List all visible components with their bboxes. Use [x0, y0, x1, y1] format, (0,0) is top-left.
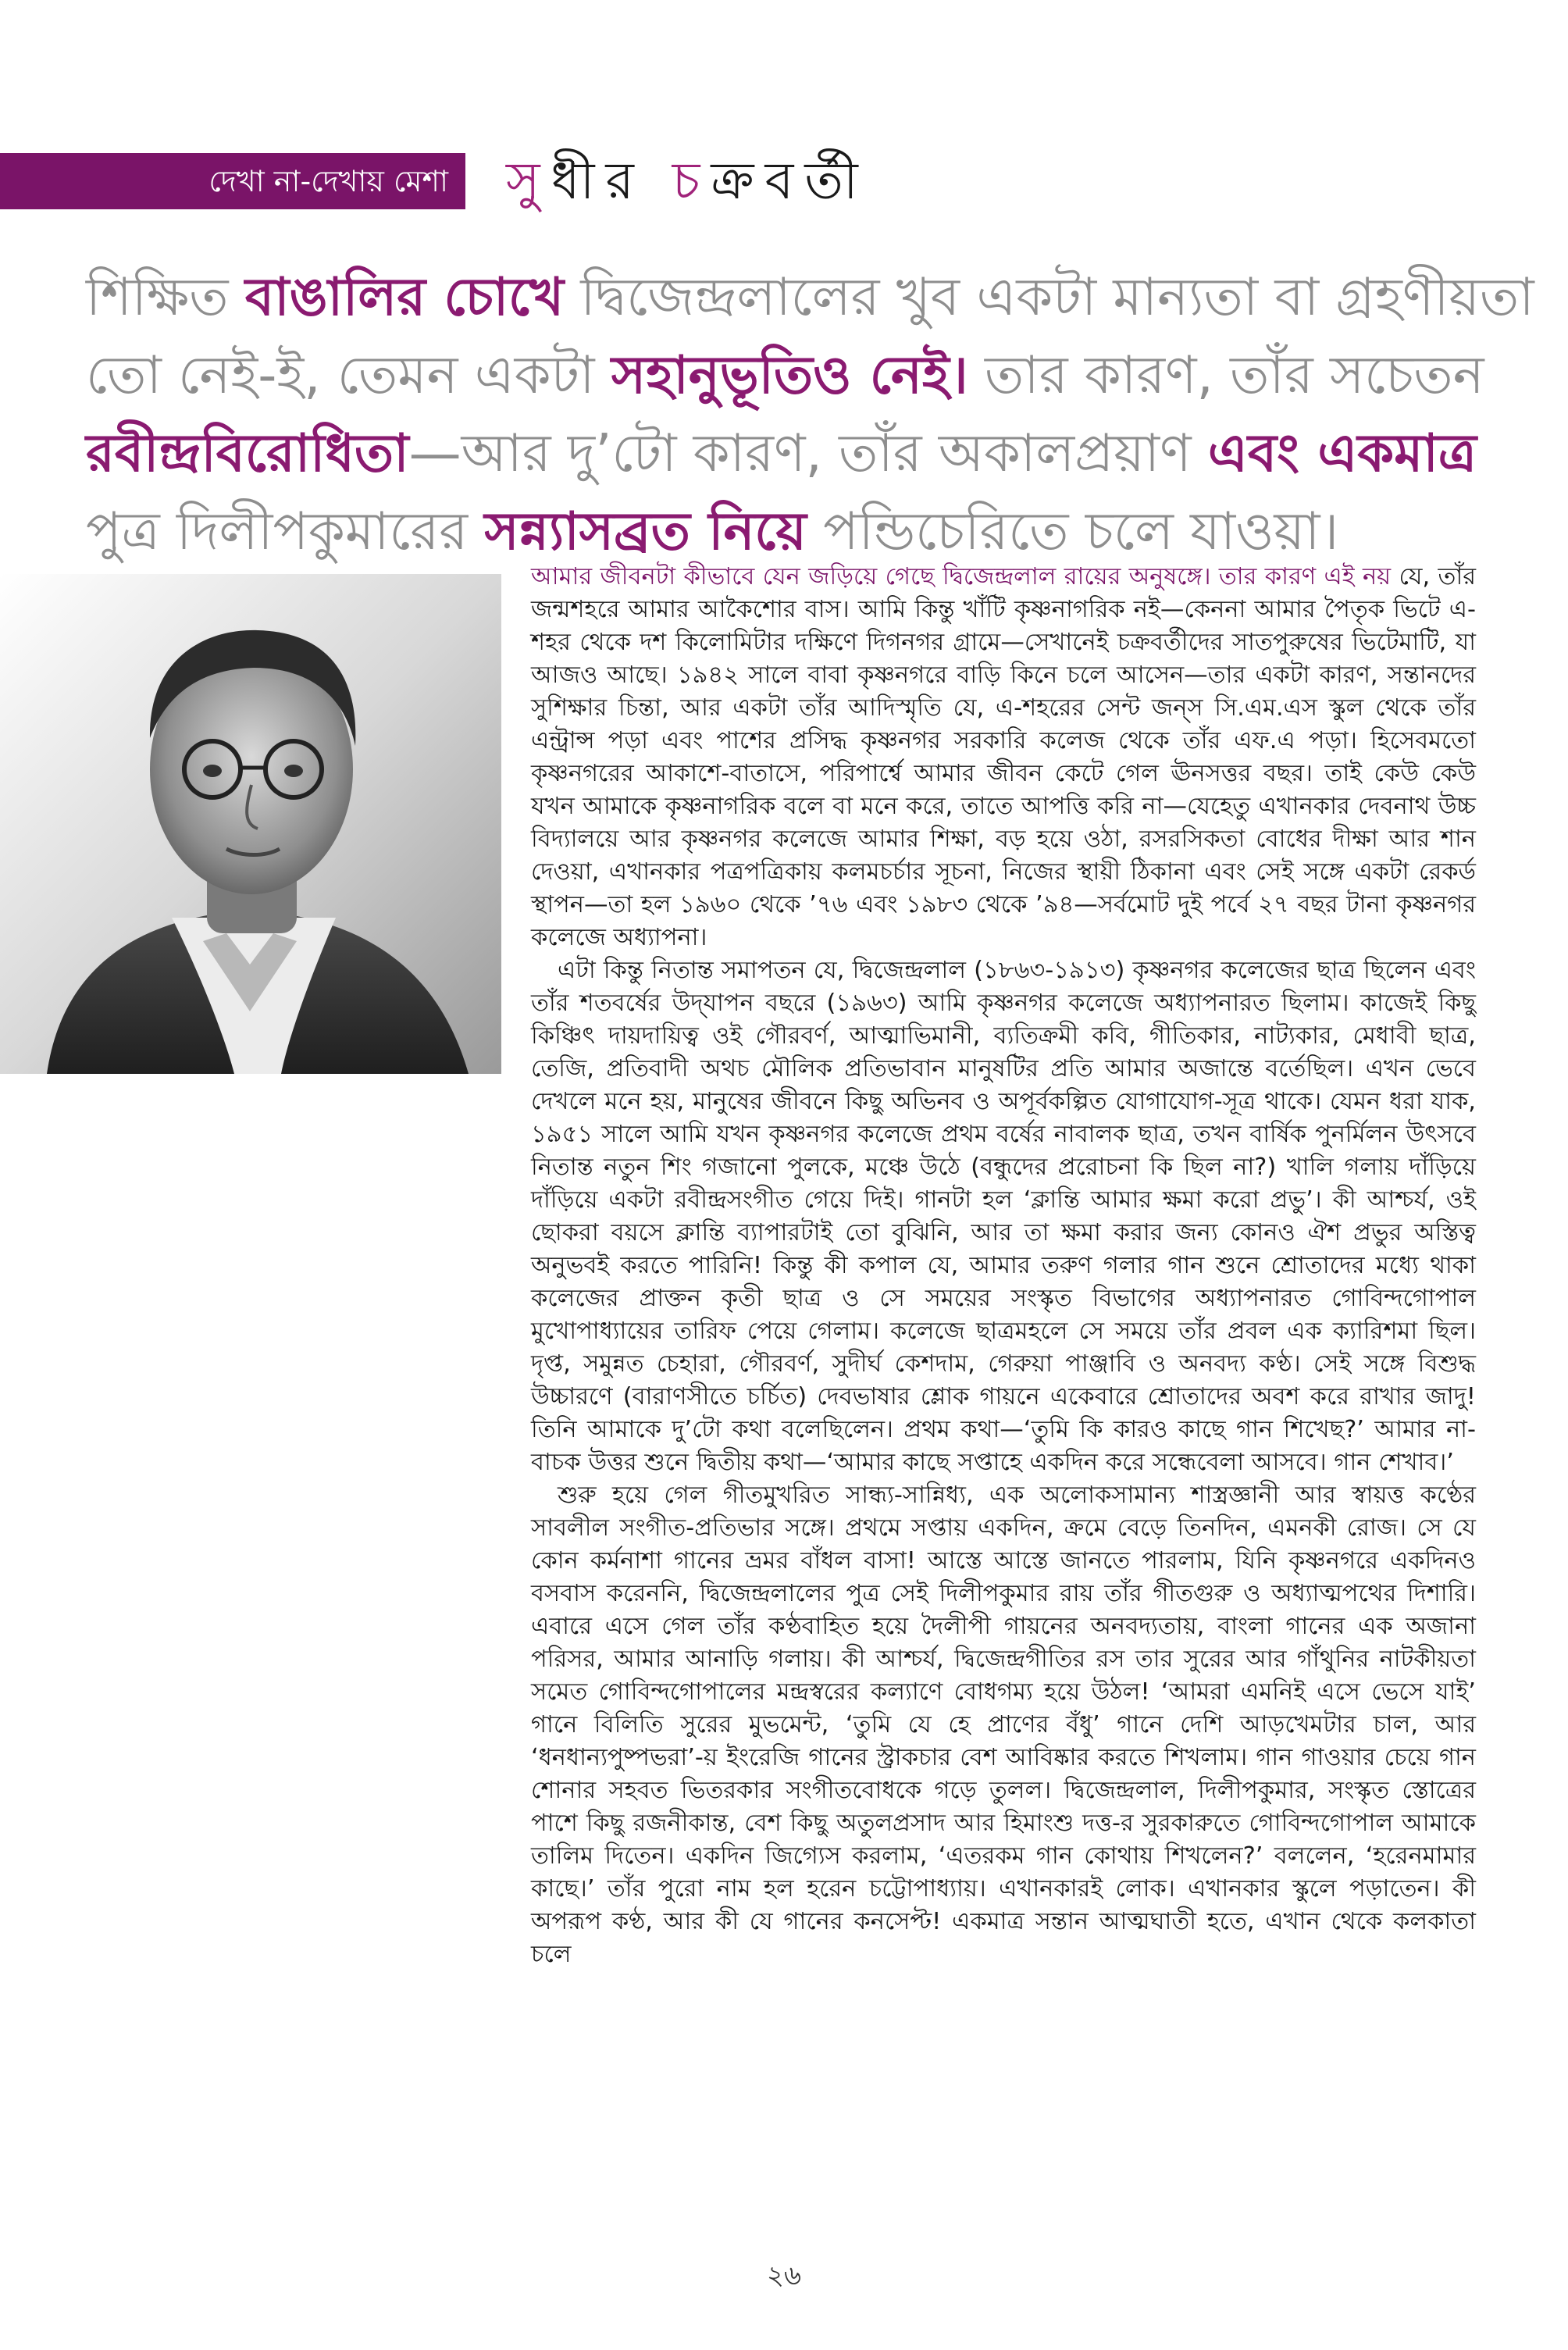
- byline-accent-2: চ: [672, 151, 711, 211]
- paragraph-text: যে, তাঁর জন্মশহরে আমার আকৈশোর বাস। আমি কিন্তু খাঁটি কৃষ্ণনাগরিক নই—কেননা আমার পৈতৃক ভিটে এ-শহর থেকে দশ কিলোমিটার দক্ষিণে দিগনগর গ্রামে—সেখানেই চক্রবর্তীদের সাতপুরুষের ভিটেমাটি, যা আজও আছে। ১৯৪২ সালে বাবা কৃষ্ণনগরে বাড়ি কিনে চলে আসেন—তার একটা কারণ, সন্তানদের সুশিক্ষার চিন্তা, আর একটা তাঁর আদিস্মৃতি যে, এ-শহরের সেন্ট জন্‌স সি.এম.এস স্কুল থেকে তাঁর এন্ট্রান্স পড়া এবং পাশের প্রসিদ্ধ কৃষ্ণনগর সরকারি কলেজ থেকে তাঁর এফ.এ পড়া। হিসেবমতো কৃষ্ণনগরের আকাশে-বাতাসে, পরিপার্শ্বে আমার জীবন কেটে গেল ঊনসত্তর বছর। তাই কেউ কেউ যখন আমাকে কৃষ্ণনাগরিক বলে বা মনে করে, তাতে আপত্তি করি না—যেহেতু এখানকার দেবনাথ উচ্চ বিদ্যালয়ে আর কৃষ্ণনগর কলেজে আমার শিক্ষা, বড় হয়ে ওঠা, রসরসিকতা বোধের দীক্ষা আর শান দেওয়া, এখানকার পত্রপত্রিকায় কলমচর্চার সূচনা, নিজের স্থায়ী ঠিকানা এবং সেই সঙ্গে একটা রেকর্ড স্থাপন—তা হল ১৯৬০ থেকে ’৭৬ এবং ১৯৮৩ থেকে ’৯৪—সর্বমোট দুই পর্বে ২৭ বছর টানা কৃষ্ণনগর কলেজে অধ্যাপনা।: [531, 563, 1477, 951]
- pq-text: তার কারণ, তাঁর সচেতন: [968, 344, 1484, 405]
- author-byline: [506, 150, 869, 212]
- pullquote-line-1: [86, 258, 1534, 336]
- pq-highlight: রবীন্দ্রবিরোধিতা: [86, 423, 409, 483]
- page-number: ২৬: [766, 2260, 802, 2291]
- pullquote-line-4: [86, 492, 1476, 570]
- pullquote-line-2: [86, 336, 1484, 414]
- pullquote-line-3: [86, 414, 1476, 492]
- pull-quote: [86, 258, 1534, 570]
- pq-text: —আর দু’টো কারণ, তাঁর অকালপ্রয়াণ: [408, 423, 1208, 483]
- section-banner: [0, 153, 465, 209]
- section-label: দেখা না-দেখায় মেশা: [208, 164, 448, 198]
- paragraph-3: শুরু হয়ে গেল গীতমুখরিত সান্ধ্য-সান্নিধ্য, এক অলোকসামান্য শাস্ত্রজ্ঞানী আর স্বায়ত্ত কণ্ঠের সাবলীল সংগীত-প্রতিভার সঙ্গে। প্রথমে সপ্তায় একদিন, ক্রমে বেড়ে তিনদিন, এমনকী রোজ। সে যে কোন কর্মনাশা গানের ভ্রমর বাঁধল বাসা! আস্তে আস্তে জানতে পারলাম, যিনি কৃষ্ণনগরে একদিনও বসবাস করেননি, দ্বিজেন্দ্রলালের পুত্র সেই দিলীপকুমার রায় তাঁর গীতগুরু ও অধ্যাত্মপথের দিশারি। এবারে এসে গেল তাঁর কণ্ঠবাহিত হয়ে দৈলীপী গায়নের অনবদ্যতায়, বাংলা গানের এক অজানা পরিসর, আমার আনাড়ি গলায়। কী আশ্চর্য, দ্বিজেন্দ্রগীতির রস তার সুরের আর গাঁথুনির নাটকীয়তা সমেত গোবিন্দগোপালের মন্দ্রস্বরের কল্যাণে বোধগম্য হয়ে উঠল! ‘আমরা এমনিই এসে ভেসে যাই’ গানে বিলিতি সুরের মুভমেন্ট, ‘তুমি যে হে প্রাণের বঁধু’ গানে দেশি আড়খেমটার চাল, আর ‘ধনধান্যপুষ্পভরা’-য় ইংরেজি গানের স্ট্রাকচার বেশ আবিষ্কার করতে শিখলাম। গান গাওয়ার চেয়ে গান শোনার সহবত ভিতরকার সংগীতবোধকে গড়ে তুলল। দ্বিজেন্দ্রলাল, দিলীপকুমার, সংস্কৃত স্তোত্রের পাশে কিছু রজনীকান্ত, বেশ কিছু অতুলপ্রসাদ আর হিমাংশু দত্ত-র সুরকারুতে গোবিন্দগোপাল আমাকে তালিম দিতেন। একদিন জিগ্যেস করলাম, ‘এতরকম গান কোথায় শিখলেন?’ বললেন, ‘হরেনমামার কাছে।’ তাঁর পুরো নাম হল হরেন চট্টোপাধ্যায়। এখানকারই লোক। এখানকার স্কুলে পড়াতেন। কী অপরূপ কণ্ঠ, আর কী যে গানের কনসেপ্ট! একমাত্র সন্তান আত্মঘাতী হতে, এখান থেকে কলকাতা চলে: [531, 1482, 1476, 1968]
- byline-accent-1: সু: [506, 151, 551, 211]
- byline-part-2: ক্রবর্তী: [711, 151, 869, 211]
- pq-text: তো নেই-ই, তেমন একটা: [86, 344, 611, 405]
- pq-highlight: সহানুভূতিও নেই।: [611, 344, 968, 405]
- pq-text: শিক্ষিত: [86, 266, 245, 327]
- pq-highlight: এবং একমাত্র: [1207, 423, 1477, 483]
- portrait-photo: [0, 574, 501, 1074]
- paragraph-1: [531, 561, 1476, 954]
- article-body: [531, 561, 1476, 1971]
- pq-text: পন্ডিচেরিতে চলে যাওয়া।: [806, 501, 1339, 562]
- paragraph-lead: আমার জীবনটা কীভাবে যেন জড়িয়ে গেছে দ্বিজেন্দ্রলাল রায়ের অনুষঙ্গে। তার কারণ এই নয়: [531, 563, 1392, 590]
- pq-highlight: সন্ন্যাসব্রত নিয়ে: [484, 501, 807, 562]
- byline-part-1: ধীর: [551, 151, 672, 211]
- pq-text: দ্বিজেন্দ্রলালের খুব একটা মান্যতা বা গ্রহণীয়তা: [564, 266, 1534, 327]
- pq-highlight: বাঙালির চোখে: [244, 266, 565, 327]
- paragraph-2: এটা কিন্তু নিতান্ত সমাপতন যে, দ্বিজেন্দ্রলাল (১৮৬৩-১৯১৩) কৃষ্ণনগর কলেজের ছাত্র ছিলেন এবং তাঁর শতবর্ষের উদ্‌যাপন বছরে (১৯৬৩) আমি কৃষ্ণনগর কলেজে অধ্যাপনারত ছিলাম। কাজেই কিছু কিঞ্চিৎ দায়দায়িত্ব ওই গৌরবর্ণ, আত্মাভিমানী, ব্যতিক্রমী কবি, গীতিকার, নাট্যকার, মেধাবী ছাত্র, তেজি, প্রতিবাদী অথচ মৌলিক প্রতিভাবান মানুষটির প্রতি আমার অজান্তে বর্তেছিল। এখন ভেবে দেখলে মনে হয়, মানুষের জীবনে কিছু অভিনব ও অপূর্বকল্পিত যোগাযোগ-সূত্র থাকে। যেমন ধরা যাক, ১৯৫১ সালে আমি যখন কৃষ্ণনগর কলেজে প্রথম বর্ষের নাবালক ছাত্র, তখন বার্ষিক পুনর্মিলন উৎসবে নিতান্ত নতুন শিং গজানো পুলকে, মঞ্চে উঠে (বন্ধুদের প্ররোচনা কি ছিল না?) খালি গলায় দাঁড়িয়ে দাঁড়িয়ে একটা রবীন্দ্রসংগীত গেয়ে দিই। গানটা হল ‘ক্লান্তি আমার ক্ষমা করো প্রভু’। কী আশ্চর্য, ওই ছোকরা বয়সে ক্লান্তি ব্যাপারটাই তো বুঝিনি, আর তা ক্ষমা করার জন্য কোনও ঐশ প্রভুর অস্তিত্ব অনুভবই করতে পারিনি! কিন্তু কী কপাল যে, আমার তরুণ গলার গান শুনে শ্রোতাদের মধ্যে থাকা কলেজের প্রাক্তন কৃতী ছাত্র ও সে সময়ের সংস্কৃত বিভাগের অধ্যাপনারত গোবিন্দগোপাল মুখোপাধ্যায়ের তারিফ পেয়ে গেলাম। কলেজে ছাত্রমহলে সে সময়ে তাঁর প্রবল এক ক্যারিশমা ছিল। দৃপ্ত, সমুন্নত চেহারা, গৌরবর্ণ, সুদীর্ঘ কেশদাম, গেরুয়া পাঞ্জাবি ও অনবদ্য কণ্ঠ। সেই সঙ্গে বিশুদ্ধ উচ্চারণে (বারাণসীতে চর্চিত) দেবভাষার শ্লোক গায়নে একেবারে শ্রোতাদের অবশ করে রাখার জাদু! তিনি আমাকে দু’টো কথা বলেছিলেন। প্রথম কথা—‘তুমি কি কারও কাছে গান শিখেছ?’ আমার না-বাচক উত্তর শুনে দ্বিতীয় কথা—‘আমার কাছে সপ্তাহে একদিন করে সন্ধেবেলা আসবে। গান শেখাব।’: [531, 957, 1476, 1476]
- pq-text: পুত্র দিলীপকুমারের: [86, 501, 485, 562]
